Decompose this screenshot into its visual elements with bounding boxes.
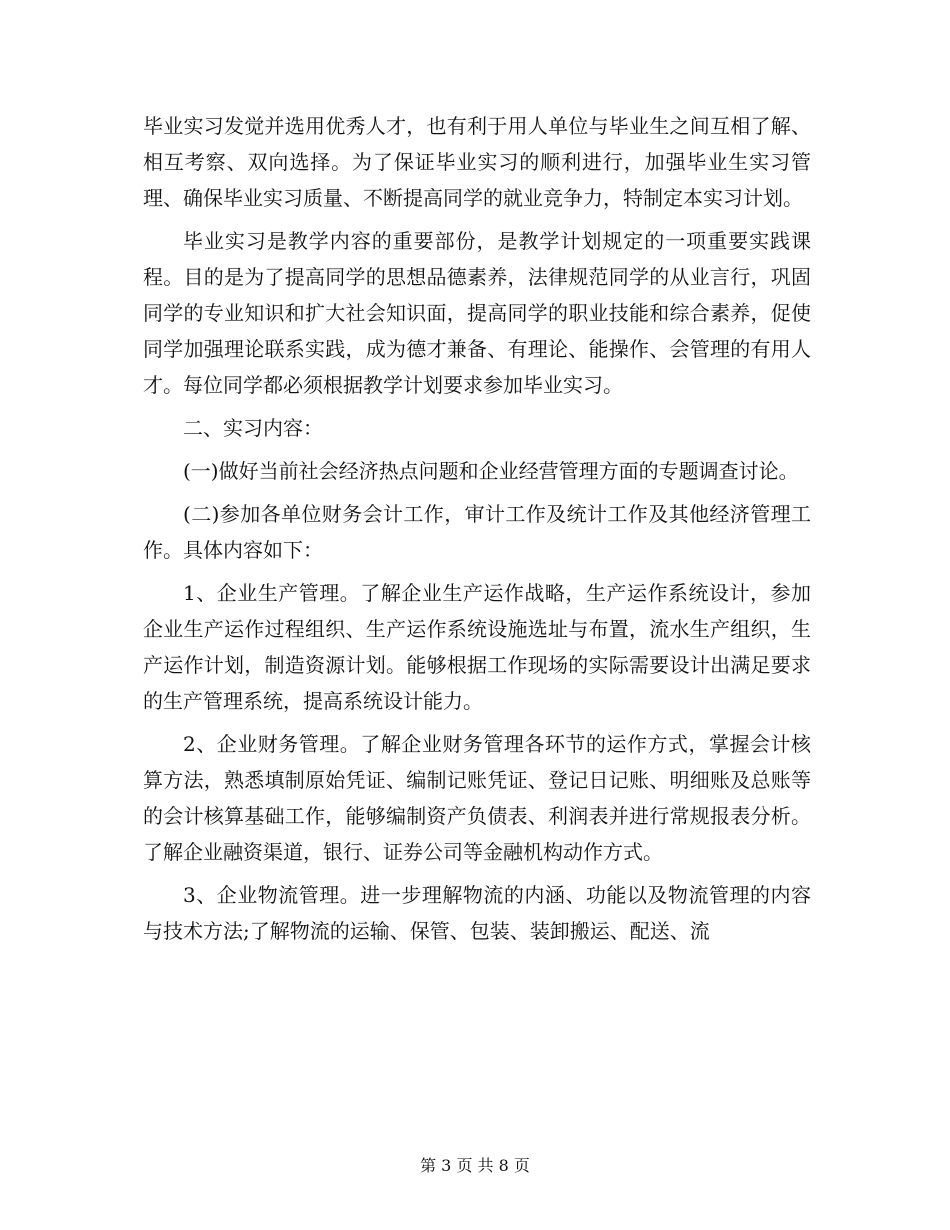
page-number-footer: 第 3 页 共 8 页 bbox=[420, 1156, 530, 1175]
paragraph-intro-continued: 毕业实习发觉并选用优秀人才，也有利于用人单位与毕业生之间互相了解、相互考察、双向选择。为了保证毕业实习的顺利进行，加强毕业生实习管理、确保毕业实习质量、不断提高同学的就业竞争力，特制定本实习计划。 bbox=[143, 114, 811, 210]
section-heading-internship-content: 二、实习内容： bbox=[183, 416, 323, 440]
paragraph-logistics-management: 3、企业物流管理。进一步理解物流的内涵、功能以及物流管理的内容与技术方法;了解物流的运输、保管、包装、装卸搬运、配送、流 bbox=[143, 883, 811, 943]
paragraph-item-two: (二)参加各单位财务会计工作，审计工作及统计工作及其他经济管理工作。具体内容如下： bbox=[143, 502, 811, 562]
paragraph-production-management: 1、企业生产管理。了解企业生产运作战略，生产运作系统设计，参加企业生产运作过程组织、生产运作系统设施选址与布置，流水生产组织，生产运作计划，制造资源计划。能够根据工作现场的实际需要设计出满足要求的生产管理系统，提高系统设计能力。 bbox=[143, 581, 811, 713]
paragraph-internship-purpose: 毕业实习是教学内容的重要部份，是教学计划规定的一项重要实践课程。目的是为了提高同学的思想品德素养，法律规范同学的从业言行，巩固同学的专业知识和扩大社会知识面，提高同学的职业技能和综合素养，促使同学加强理论联系实践，成为德才兼备、有理论、能操作、会管理的有用人才。每位同学都必须根据教学计划要求参加毕业实习。 bbox=[143, 229, 811, 397]
document-body bbox=[143, 108, 811, 956]
paragraph-financial-management: 2、企业财务管理。了解企业财务管理各环节的运作方式，掌握会计核算方法，熟悉填制原始凭证、编制记账凭证、登记日记账、明细账及总账等的会计核算基础工作，能够编制资产负债表、利润表并进行常规报表分析。了解企业融资渠道，银行、证券公司等金融机构动作方式。 bbox=[143, 732, 811, 864]
paragraph-item-one: (一)做好当前社会经济热点问题和企业经营管理方面的专题调查讨论。 bbox=[183, 459, 799, 483]
